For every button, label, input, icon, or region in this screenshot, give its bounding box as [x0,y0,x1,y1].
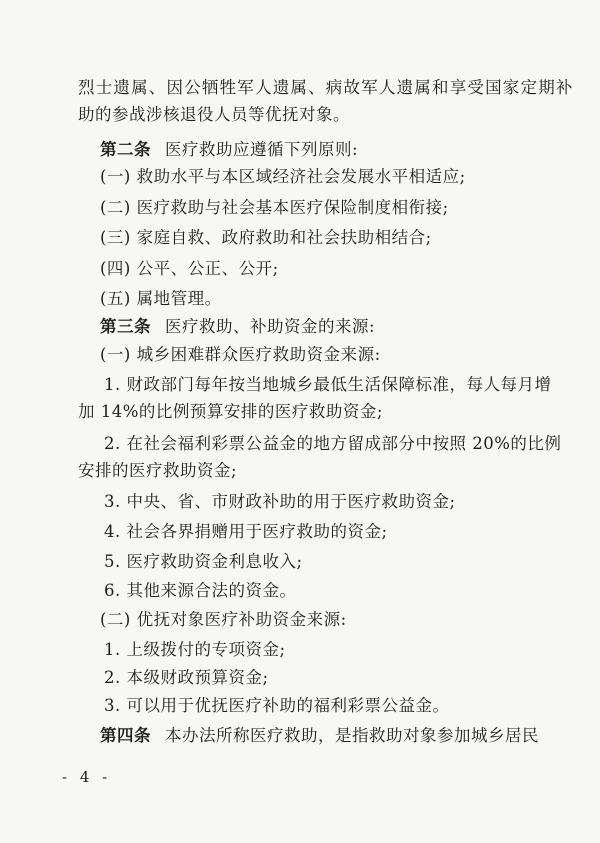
text-line: 加 14%的比例预算安排的医疗救助资金; [78,402,383,421]
text-line: 助的参战涉核退役人员等优抚对象。 [78,105,350,124]
text-line: (三) 家庭自救、政府救助和社会扶助相结合; [100,228,432,247]
page-number: - 4 - [62,768,112,786]
text-line: 1. 财政部门每年按当地城乡最低生活保障标准，每人每月增 [104,375,552,394]
text-line: 3. 中央、省、市财政补助的用于医疗救助资金; [104,492,456,511]
text-line: 2. 在社会福利彩票公益金的地方留成部分中按照 20%的比例 [104,434,562,453]
article-text: 医疗救助应遵循下列原则: [165,140,359,159]
text-line: 安排的医疗救助资金; [78,461,238,480]
text-line: 烈士遗属、因公牺牲军人遗属、病故军人遗属和享受国家定期补 [78,78,574,97]
text-line: 1. 上级拨付的专项资金; [104,640,286,659]
article-text: 医疗救助、补助资金的来源: [165,317,376,336]
article-2 [100,136,358,160]
text-line: (五) 属地管理。 [100,289,222,308]
text-line: 2. 本级财政预算资金; [104,668,269,687]
text-line: 3. 可以用于优抚医疗补助的福利彩票公益金。 [104,696,450,715]
article-heading: 第二条 [100,140,151,159]
text-line: (四) 公平、公正、公开; [100,259,279,278]
article-4 [100,722,539,746]
article-heading: 第四条 [100,726,151,745]
text-line: 4. 社会各界捐赠用于医疗救助的资金; [104,522,388,541]
text-line: (二) 医疗救助与社会基本医疗保险制度相衔接; [100,198,449,217]
text-line: 5. 医疗救助资金利息收入; [104,552,303,571]
text-line: 6. 其他来源合法的资金。 [104,581,297,600]
text-line: (一) 城乡困难群众医疗救助资金来源: [100,345,381,364]
article-text: 本办法所称医疗救助，是指救助对象参加城乡居民 [165,726,539,745]
text-line: (二) 优抚对象医疗补助资金来源: [100,610,347,629]
text-line: (一) 救助水平与本区域经济社会发展水平相适应; [100,167,466,186]
article-heading: 第三条 [100,317,151,336]
article-3 [100,313,375,337]
